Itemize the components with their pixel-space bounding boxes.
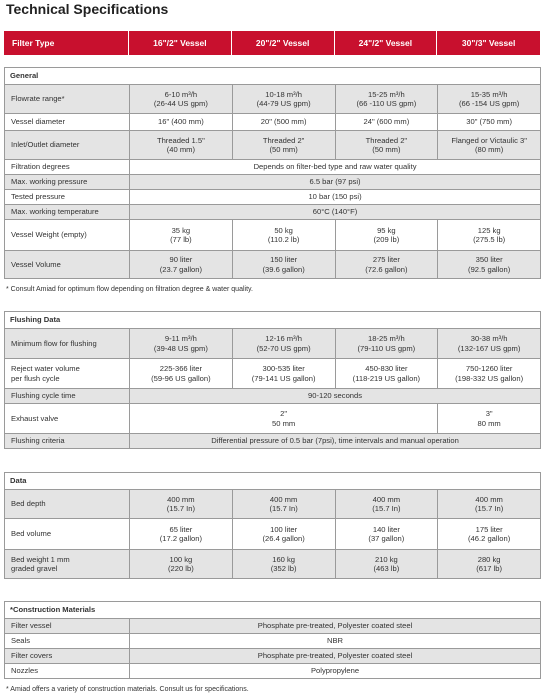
construction-table [4, 601, 541, 679]
footnote-flow: * Consult Amiad for optimum flow depending on filtration degree & water quality. [6, 286, 253, 293]
cell-value: Phosphate pre-treated, Polyester coated steel [130, 649, 541, 664]
table-row [5, 634, 541, 649]
section-heading-flushing: Flushing Data [5, 312, 541, 329]
table-row [5, 220, 541, 251]
header-filter-type: Filter Type [4, 31, 129, 55]
cell-value: Threaded 1.5" (40 mm) [130, 131, 233, 160]
row-label: Nozzles [5, 664, 130, 679]
section-heading-construction: *Construction Materials [5, 602, 541, 619]
cell-value: 30" (750 mm) [438, 114, 541, 131]
cell-value: Differential pressure of 0.5 bar (7psi), time intervals and manual operation [130, 434, 541, 449]
header-col-16: 16"/2" Vessel [129, 31, 232, 55]
table-row [5, 619, 541, 634]
cell-value: 6.5 bar (97 psi) [130, 175, 541, 190]
cell-value: 35 kg (77 lb) [130, 220, 233, 251]
row-label: Bed weight 1 mm graded gravel [5, 550, 130, 579]
data-table [4, 472, 541, 579]
table-row [5, 85, 541, 114]
table-row [5, 389, 541, 404]
table-row [5, 251, 541, 279]
table-row [5, 519, 541, 550]
cell-value: 3" 80 mm [438, 404, 541, 434]
row-label: Filtration degrees [5, 160, 130, 175]
table-row [5, 664, 541, 679]
table-row [5, 434, 541, 449]
cell-value: 6-10 m³/h (26-44 US gpm) [130, 85, 233, 114]
row-label: Vessel Volume [5, 251, 130, 279]
cell-value: Depends on filter-bed type and raw water quality [130, 160, 541, 175]
section-heading-general: General [5, 68, 541, 85]
table-row [5, 404, 541, 434]
table-row [5, 160, 541, 175]
header-col-20: 20"/2" Vessel [232, 31, 335, 55]
cell-value: 400 mm (15.7 In) [232, 490, 335, 519]
row-label: Filter covers [5, 649, 130, 664]
cell-value: 160 kg (352 lb) [232, 550, 335, 579]
row-label: Flushing cycle time [5, 389, 130, 404]
cell-value: 400 mm (15.7 In) [130, 490, 233, 519]
row-label: Vessel Weight (empty) [5, 220, 130, 251]
cell-value: 95 kg (209 lb) [335, 220, 438, 251]
cell-value: 100 liter (26.4 gallon) [232, 519, 335, 550]
cell-value: 275 liter (72.6 gallon) [335, 251, 438, 279]
cell-value: 24" (600 mm) [335, 114, 438, 131]
row-label: Seals [5, 634, 130, 649]
row-label: Max. working pressure [5, 175, 130, 190]
table-row [5, 649, 541, 664]
cell-value: 400 mm (15.7 In) [335, 490, 438, 519]
cell-value: 280 kg (617 lb) [438, 550, 541, 579]
cell-value: 30-38 m³/h (132-167 US gpm) [438, 329, 541, 359]
cell-value: 15-35 m³/h (66 -154 US gpm) [438, 85, 541, 114]
row-label: Bed volume [5, 519, 130, 550]
cell-value: 16" (400 mm) [130, 114, 233, 131]
cell-value: 10 bar (150 psi) [130, 190, 541, 205]
cell-value: NBR [130, 634, 541, 649]
cell-value: Phosphate pre-treated, Polyester coated steel [130, 619, 541, 634]
row-label: Vessel diameter [5, 114, 130, 131]
cell-value: 750-1260 liter (198-332 US gallon) [438, 359, 541, 389]
page-title: Technical Specifications [6, 1, 169, 17]
section-heading-data: Data [5, 473, 541, 490]
header-col-24: 24"/2" Vessel [335, 31, 438, 55]
table-row [5, 190, 541, 205]
row-label: Bed depth [5, 490, 130, 519]
cell-value: Polypropylene [130, 664, 541, 679]
table-row [5, 490, 541, 519]
cell-value: 9-11 m³/h (39-48 US gpm) [130, 329, 233, 359]
cell-value: 100 kg (220 lb) [130, 550, 233, 579]
row-label: Tested pressure [5, 190, 130, 205]
row-label: Flowrate range* [5, 85, 130, 114]
row-label: Inlet/Outlet diameter [5, 131, 130, 160]
cell-value: 12-16 m³/h (52-70 US gpm) [232, 329, 335, 359]
row-label: Max. working temperature [5, 205, 130, 220]
row-label: Exhaust valve [5, 404, 130, 434]
cell-value: 175 liter (46.2 gallon) [438, 519, 541, 550]
flushing-table [4, 311, 541, 449]
cell-value: 350 liter (92.5 gallon) [438, 251, 541, 279]
table-header [4, 31, 540, 55]
table-row [5, 329, 541, 359]
cell-value: 20" (500 mm) [232, 114, 335, 131]
table-row [5, 205, 541, 220]
general-table [4, 67, 541, 279]
cell-value: 150 liter (39.6 gallon) [232, 251, 335, 279]
cell-value: 10-18 m³/h (44-79 US gpm) [232, 85, 335, 114]
row-label: Flushing criteria [5, 434, 130, 449]
table-row [5, 131, 541, 160]
cell-value: 90 liter (23.7 gallon) [130, 251, 233, 279]
cell-value: 18-25 m³/h (79-110 US gpm) [335, 329, 438, 359]
row-label: Minimum flow for flushing [5, 329, 130, 359]
cell-value: Flanged or Victaulic 3" (80 mm) [438, 131, 541, 160]
cell-value: 2" 50 mm [130, 404, 438, 434]
cell-value: 450-830 liter (118-219 US gallon) [335, 359, 438, 389]
cell-value: 225-366 liter (59-96 US gallon) [130, 359, 233, 389]
cell-value: 90-120 seconds [130, 389, 541, 404]
cell-value: Threaded 2" (50 mm) [335, 131, 438, 160]
cell-value: 15-25 m³/h (66 -110 US gpm) [335, 85, 438, 114]
cell-value: 210 kg (463 lb) [335, 550, 438, 579]
table-row [5, 359, 541, 389]
cell-value: 400 mm (15.7 In) [438, 490, 541, 519]
row-label: Reject water volume per flush cycle [5, 359, 130, 389]
cell-value: Threaded 2" (50 mm) [232, 131, 335, 160]
table-row [5, 114, 541, 131]
cell-value: 60°C (140°F) [130, 205, 541, 220]
cell-value: 300-535 liter (79-141 US gallon) [232, 359, 335, 389]
cell-value: 125 kg (275.5 lb) [438, 220, 541, 251]
row-label: Filter vessel [5, 619, 130, 634]
footnote-materials: * Amiad offers a variety of construction materials. Consult us for specifications. [6, 686, 249, 693]
table-row [5, 175, 541, 190]
header-col-30: 30"/3" Vessel [461, 38, 516, 48]
cell-value: 50 kg (110.2 lb) [232, 220, 335, 251]
cell-value: 65 liter (17.2 gallon) [130, 519, 233, 550]
table-row [5, 550, 541, 579]
cell-value: 140 liter (37 gallon) [335, 519, 438, 550]
